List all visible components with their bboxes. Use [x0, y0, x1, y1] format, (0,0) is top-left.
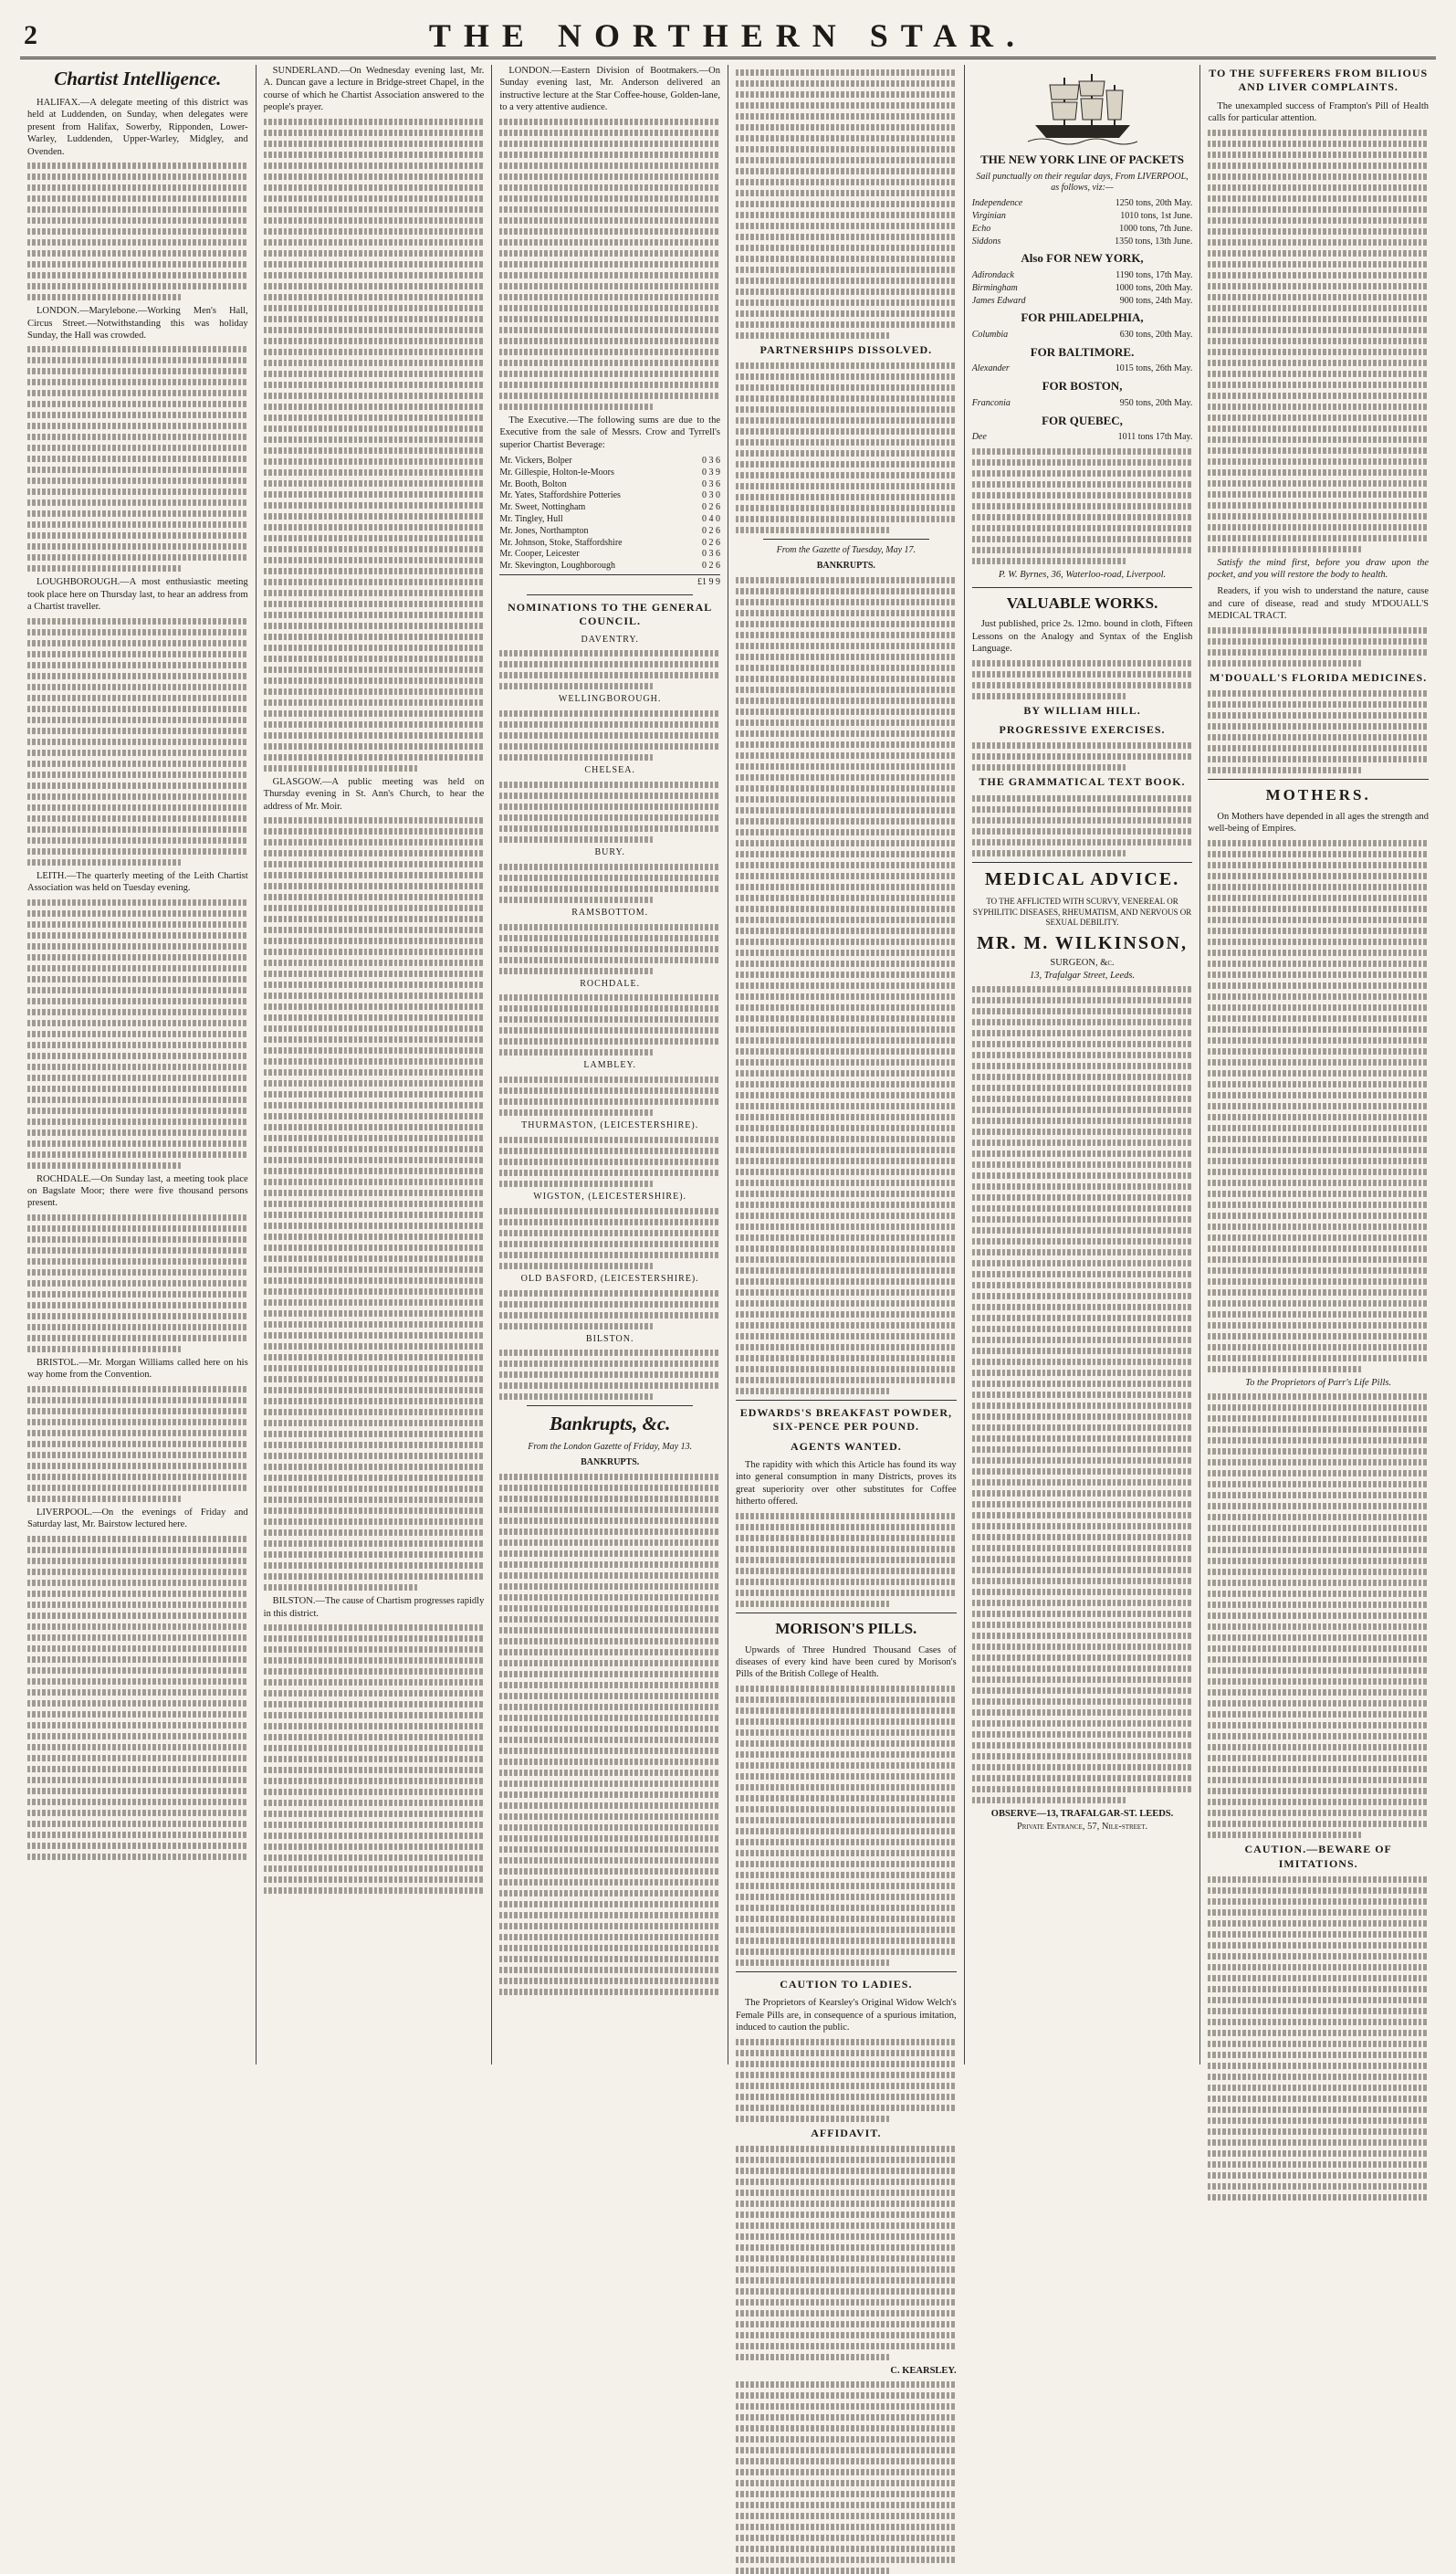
ship-detail: 1250 tons, 20th May. — [1115, 198, 1193, 209]
morison-body: Upwards of Three Hundred Thousand Cases of diseases of every kind have been cured by Morison's Pills of the British College of Health. — [736, 1644, 957, 1680]
divider — [763, 539, 929, 540]
contributor-amount: 0 2 6 — [702, 537, 721, 548]
ship-detail: 630 tons, 20th May. — [1119, 330, 1193, 341]
text-filler — [736, 2146, 957, 2360]
contributor-name: Mr. Johnson, Stoke, Staffordshire — [499, 537, 623, 548]
bristol-report: BRISTOL.—Mr. Morgan Williams called here on his way home from the Convention. — [27, 1357, 248, 1381]
valuable-works-body: Just published, price 2s. 12mo. bound in cloth, Fifteen Lessons on the Analogy and Syntax of the English Language. — [971, 619, 1193, 655]
medical-advice-sub: TO THE AFFLICTED WITH SCURVY, VENEREAL OR SYPHILITIC DISEASES, RHEUMATISM, AND NERVOUS OR SEXUAL DEBILITY. — [972, 897, 1192, 928]
text-filler — [972, 448, 1193, 564]
text-filler — [736, 1513, 957, 1607]
text-filler — [1208, 130, 1429, 552]
nomination-section-heading: BILSTON. — [585, 1333, 634, 1344]
text-filler — [27, 618, 248, 866]
kearsley-signature: C. KEARSLEY. — [890, 2365, 957, 2376]
contributor-amount: 0 2 6 — [702, 502, 721, 513]
contributor-name: Mr. Cooper, Leicester — [499, 549, 580, 560]
bilston-report: BILSTON.—The cause of Chartism progresses rapidly in this district. — [263, 1596, 485, 1619]
text-filler — [264, 817, 485, 1591]
ship-name: Independence — [971, 198, 1023, 209]
baltimore-ship — [972, 363, 1193, 375]
ship-name: Franconia — [971, 397, 1011, 408]
packets-heading: THE NEW YORK LINE OF PACKETS — [980, 152, 1184, 166]
ship-detail: 950 tons, 20th May. — [1119, 397, 1193, 408]
text-filler — [736, 2039, 957, 2122]
edwards-body: The rapidity with which this Article has found its way into general consumption in many Districts, proves its great superiority over other substitutes for Coffee hitherto offered. — [736, 1460, 957, 1508]
observe-address: OBSERVE—13, TRAFALGAR-ST. LEEDS. — [990, 1809, 1174, 1820]
text-filler — [27, 163, 248, 300]
ship-name: Siddons — [971, 236, 1001, 247]
list-row — [499, 456, 720, 468]
text-filler — [1208, 690, 1429, 773]
ship-detail: 1350 tons, 13th June. — [1115, 236, 1193, 247]
sufferers-heading: TO THE SUFFERERS FROM BILIOUS AND LIVER COMPLAINTS. — [1209, 67, 1429, 94]
contributor-name: Mr. Jones, Northampton — [499, 525, 589, 536]
ship-row — [972, 211, 1193, 223]
text-filler — [264, 1624, 485, 1894]
column-5 — [965, 65, 1201, 2064]
grammatical-text-book: THE GRAMMATICAL TEXT BOOK. — [979, 775, 1186, 789]
boston-ship — [972, 398, 1193, 410]
column-6 — [1200, 65, 1436, 2064]
contributor-name: Mr. Tingley, Hull — [499, 514, 563, 525]
ship-detail: 1000 tons, 20th May. — [1115, 282, 1193, 293]
nomination-section-heading: DAVENTRY. — [581, 634, 639, 645]
baltimore-heading: FOR BALTIMORE. — [1030, 344, 1135, 359]
ny-also-ship-list — [972, 270, 1193, 307]
ship-row — [972, 236, 1193, 248]
mothers-body: On Mothers have depended in all ages the strength and well-being of Empires. — [1208, 811, 1430, 835]
rochdale-report: ROCHDALE.—On Sunday last, a meeting took place on Bagslate Moor; there were five thousand persons present. — [27, 1173, 248, 1209]
ship-detail: 1011 tons 17th May. — [1117, 432, 1193, 443]
masthead — [20, 15, 1436, 59]
text-filler — [27, 1214, 248, 1352]
ship-name: James Edward — [971, 295, 1026, 306]
nomination-section-heading: ROCHDALE. — [580, 978, 641, 989]
text-filler — [264, 119, 485, 772]
ship-row — [972, 283, 1193, 295]
text-filler — [499, 1208, 720, 1269]
ship-row — [972, 198, 1193, 210]
column-2 — [257, 65, 493, 2064]
bankrupts-label: BANKRUPTS. — [816, 561, 875, 572]
list-row — [499, 526, 720, 538]
newspaper-title: THE NORTHERN STAR. — [428, 17, 1028, 54]
sufferers-body: The unexampled success of Frampton's Pill of Health calls for particular attention. — [1208, 100, 1430, 124]
list-row — [499, 479, 720, 491]
private-entrance: Private Entrance, 57, Nile-street. — [1016, 1821, 1148, 1832]
agents-wanted: AGENTS WANTED. — [790, 1439, 902, 1453]
list-row — [499, 468, 720, 479]
ship-name: Columbia — [971, 330, 1009, 341]
text-filler — [736, 69, 957, 339]
ship-row — [972, 224, 1193, 236]
contributor-name: Mr. Skevington, Loughborough — [499, 561, 616, 572]
ny-ship-list — [972, 198, 1193, 247]
partnerships-heading: PARTNERSHIPS DISSOLVED. — [759, 343, 933, 356]
divider — [527, 1405, 693, 1406]
contributor-amount: 0 3 9 — [702, 467, 721, 478]
text-filler — [499, 1350, 720, 1400]
wilkinson-name: MR. M. WILKINSON, — [977, 932, 1188, 953]
list-row — [499, 561, 720, 573]
florida-medicines: M'DOUALL'S FLORIDA MEDICINES. — [1210, 670, 1428, 684]
surgeon-title: SURGEON, &c. — [1050, 958, 1115, 969]
text-filler — [499, 119, 720, 410]
list-row — [499, 549, 720, 561]
contributor-amount: 0 4 0 — [702, 514, 721, 525]
divider — [736, 1400, 957, 1401]
text-filler — [1208, 1876, 1429, 2201]
text-filler — [736, 2381, 957, 2574]
executive-total: £1 9 9 — [697, 577, 721, 588]
boston-heading: FOR BOSTON, — [1042, 379, 1123, 394]
valuable-works-heading: VALUABLE WORKS. — [1006, 594, 1158, 612]
text-filler — [499, 1290, 720, 1329]
chartist-intelligence-heading: Chartist Intelligence. — [54, 68, 222, 89]
halifax-report: HALIFAX.—A delegate meeting of this district was held at Luddenden, on Sunday, when delegates were present from Halifax, Sowerby, Ripponden, Lower-Warley, Luddenden, Upper-Warley, Midgley, and Ovenden. — [27, 97, 248, 157]
text-filler — [736, 362, 957, 533]
contributor-amount: 0 2 6 — [702, 561, 721, 572]
executive-total-row — [499, 574, 720, 589]
caution-heading: CAUTION TO LADIES. — [780, 1977, 913, 1991]
nominations-list — [499, 635, 720, 1401]
packets-sub: Sail punctually on their regular days, From LIVERPOOL, as follows, viz:— — [976, 171, 1189, 194]
executive-list — [499, 456, 720, 573]
ship-name: Alexander — [971, 363, 1010, 374]
column-3 — [492, 65, 728, 2064]
text-filler — [499, 1077, 720, 1116]
ship-row — [972, 296, 1193, 308]
frampton-notice: Satisfy the mind first, before you draw upon the pocket, and you will restore the body to health. — [1208, 557, 1430, 581]
ship-detail: 1010 tons, 1st June. — [1120, 211, 1193, 222]
medical-advice-heading: MEDICAL ADVICE. — [984, 868, 1180, 889]
ship-detail: 1015 tons, 26th May. — [1115, 363, 1193, 374]
sunderland-report: SUNDERLAND.—On Wednesday evening last, Mr. A. Duncan gave a lecture in Bridge-street Chapel, in the course of which he Chartist Association answered to the people's prayer. — [263, 66, 485, 113]
nomination-section-heading: RAMSBOTTOM. — [571, 907, 649, 918]
philadelphia-ship — [972, 330, 1193, 341]
sailing-ship-illustration — [1028, 68, 1137, 147]
contributor-name: Mr. Yates, Staffordshire Potteries — [499, 490, 621, 501]
ship-name: Virginian — [971, 211, 1006, 222]
text-filler — [1208, 1393, 1429, 1838]
contributor-amount: 0 3 6 — [702, 549, 721, 560]
london-report: LONDON.—Marylebone.—Working Men's Hall, Circus Street.—Notwithstanding this was holiday Sunday, the Hall was crowded. — [27, 306, 248, 341]
contributor-name: Mr. Booth, Bolton — [499, 478, 567, 489]
text-filler — [27, 346, 248, 572]
text-filler — [736, 1686, 957, 1966]
bankrupts-gazette: From the London Gazette of Friday, May 13. — [528, 1442, 693, 1453]
morison-heading: MORISON'S PILLS. — [775, 1619, 917, 1637]
text-filler — [27, 1386, 248, 1502]
column-1 — [20, 65, 257, 2064]
contributor-amount: 0 2 6 — [702, 525, 721, 536]
ship-detail: 1000 tons, 7th June. — [1119, 223, 1193, 234]
text-filler — [499, 864, 720, 903]
text-filler — [972, 795, 1193, 856]
ship-detail: 1190 tons, 17th May. — [1116, 270, 1193, 281]
ship-name: Dee — [971, 432, 987, 443]
author-name: BY WILLIAM HILL. — [1023, 703, 1141, 717]
executive-list-title: The Executive.—The following sums are due to the Executive from the sale of Messrs. Crow and Tyrrell's superior Chartist Beverage: — [499, 415, 721, 450]
text-filler — [499, 1474, 720, 1995]
gazette-date: From the Gazette of Tuesday, May 17. — [776, 545, 917, 556]
nomination-section-heading: WELLINGBOROUGH. — [558, 694, 662, 705]
contributor-name: Mr. Gillespie, Holton-le-Moors — [499, 467, 614, 478]
progressive-exercises: PROGRESSIVE EXERCISES. — [999, 722, 1166, 736]
text-filler — [27, 899, 248, 1169]
ship-row — [972, 270, 1193, 282]
ship-name: Adirondack — [971, 270, 1014, 281]
also-ny-heading: Also FOR NEW YORK, — [1021, 251, 1144, 266]
text-filler — [972, 742, 1193, 771]
column-4 — [728, 65, 965, 2376]
contributor-amount: 0 3 6 — [702, 456, 721, 467]
text-filler — [736, 577, 957, 1394]
columns — [20, 65, 1436, 2376]
nomination-section-heading: LAMBLEY. — [583, 1060, 636, 1071]
contributor-amount: 0 3 6 — [702, 478, 721, 489]
edwards-heading: EDWARDS'S BREAKFAST POWDER, SIX-PENCE PER POUND. — [739, 1405, 952, 1434]
philadelphia-heading: FOR PHILADELPHIA, — [1021, 310, 1144, 325]
nomination-section-heading: THURMASTON, (LEICESTERSHIRE). — [521, 1120, 699, 1131]
nomination-section-heading: CHELSEA. — [584, 765, 635, 776]
page-number: 2 — [24, 20, 37, 50]
caution-body: The Proprietors of Kearsley's Original Widow Welch's Female Pills are, in consequence of a spurious imitation, induced to caution the public. — [736, 1998, 957, 2033]
text-filler — [499, 994, 720, 1056]
divider — [736, 1971, 957, 1972]
text-filler — [27, 1536, 248, 1860]
mdouall-readers: Readers, if you wish to understand the nature, cause and cure of disease, read and study M'DOUALL'S MEDICAL TRACT. — [1208, 586, 1430, 622]
text-filler — [1208, 840, 1429, 1372]
divider — [972, 587, 1193, 588]
loughborough-report: LOUGHBOROUGH.—A most enthusiastic meeting took place here on Thursday last, to hear an address from a Chartist traveller. — [27, 577, 248, 613]
text-filler — [499, 710, 720, 761]
quebec-heading: FOR QUEBEC, — [1042, 413, 1123, 427]
nomination-section-heading: OLD BASFORD, (LEICESTERSHIRE). — [520, 1273, 699, 1284]
divider — [972, 862, 1193, 863]
mothers-heading: MOTHERS. — [1265, 786, 1371, 804]
divider — [527, 594, 693, 595]
leith-report: LEITH.—The quarterly meeting of the Leith Chartist Association was held on Tuesday evening. — [27, 870, 248, 894]
contributor-amount: 0 3 0 — [702, 490, 721, 501]
text-filler — [972, 660, 1193, 699]
ship-name: Birmingham — [971, 282, 1018, 293]
nomination-section-heading: WIGSTON, (LEICESTERSHIRE). — [533, 1191, 687, 1202]
list-row — [499, 502, 720, 514]
text-filler — [499, 924, 720, 974]
text-filler — [499, 782, 720, 843]
ship-detail: 900 tons, 24th May. — [1119, 295, 1193, 306]
surgery-address: 13, Trafalgar Street, Leeds. — [1029, 970, 1136, 981]
affidavit-label: AFFIDAVIT. — [811, 2126, 882, 2139]
text-filler — [499, 1137, 720, 1187]
nominations-heading: NOMINATIONS TO THE GENERAL COUNCIL. — [508, 600, 713, 628]
nomination-section-heading: BURY. — [594, 846, 625, 857]
bankrupts-label: BANKRUPTS. — [581, 1456, 640, 1467]
ship-name: Echo — [971, 223, 991, 234]
text-filler — [972, 986, 1193, 1803]
list-row — [499, 490, 720, 502]
list-row — [499, 538, 720, 550]
bankrupts-heading: Bankrupts, &c. — [549, 1413, 671, 1435]
caution-imitations: CAUTION.—BEWARE OF IMITATIONS. — [1244, 1843, 1392, 1870]
divider — [1208, 779, 1429, 780]
contributor-name: Mr. Sweet, Nottingham — [499, 502, 586, 513]
contributor-name: Mr. Vickers, Bolper — [499, 456, 572, 467]
text-filler — [499, 650, 720, 689]
list-row — [499, 514, 720, 526]
packets-agent: P. W. Byrnes, 36, Waterloo-road, Liverpool. — [998, 570, 1167, 581]
parr-proprietors: To the Proprietors of Parr's Life Pills. — [1245, 1377, 1392, 1388]
quebec-ship — [972, 432, 1193, 444]
bootmakers-report: LONDON.—Eastern Division of Bootmakers.—On Sunday evening last, Mr. Anderson delivered an instructive lecture at the Star Coffee-house, Golden-lane, to a very attentive audience. — [499, 66, 721, 113]
liverpool-report: LIVERPOOL.—On the evenings of Friday and Saturday last, Mr. Bairstow lectured here. — [27, 1507, 248, 1530]
text-filler — [1208, 627, 1429, 667]
glasgow-report: GLASGOW.—A public meeting was held on Thursday evening in St. Ann's Church, to hear the address of Mr. Moir. — [263, 776, 485, 812]
